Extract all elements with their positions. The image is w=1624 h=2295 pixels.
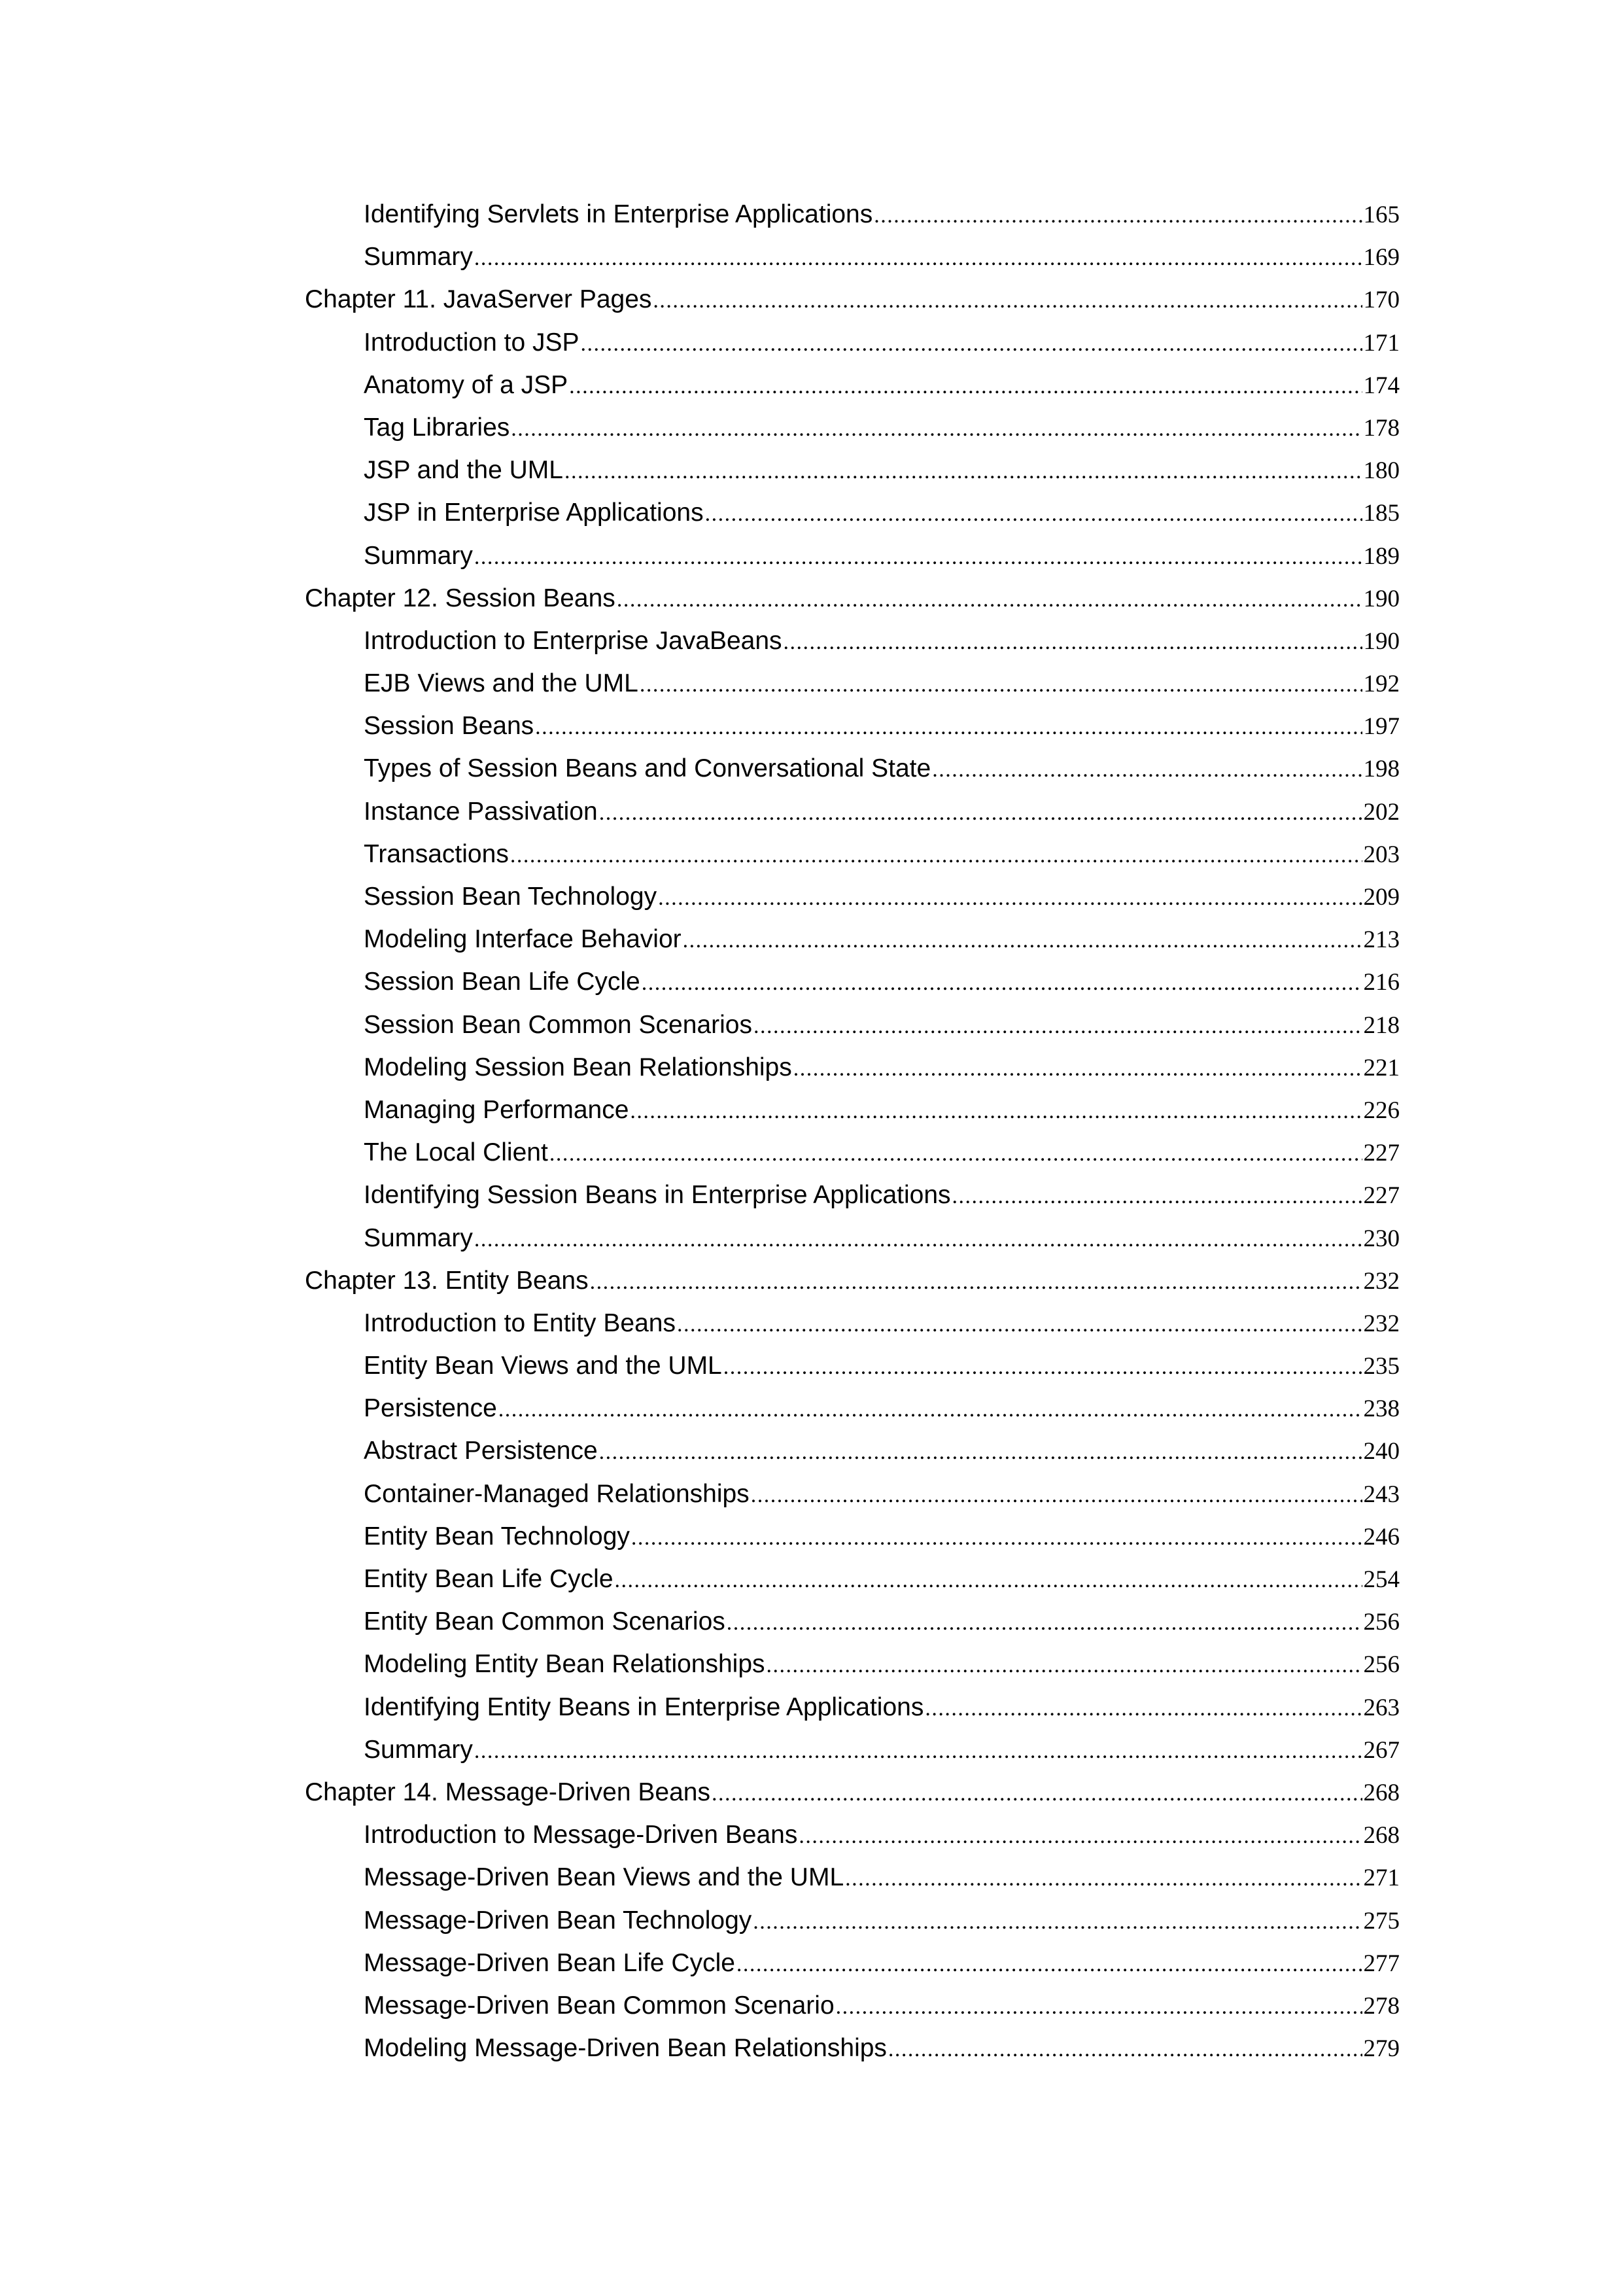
dot-leader bbox=[599, 1440, 1362, 1465]
toc-section-entry[interactable] bbox=[305, 1522, 1400, 1565]
toc-section-entry[interactable] bbox=[305, 328, 1400, 371]
toc-entry-page-number: 190 bbox=[1363, 627, 1400, 655]
dot-leader bbox=[683, 928, 1362, 953]
toc-entry-title: Session Bean Technology bbox=[364, 883, 657, 911]
toc-entry-page-number: 189 bbox=[1363, 542, 1400, 570]
dot-leader bbox=[658, 886, 1362, 911]
toc-entry-title: EJB Views and the UML bbox=[364, 669, 638, 698]
toc-entry-title: Managing Performance bbox=[364, 1095, 629, 1124]
dot-leader bbox=[581, 332, 1362, 357]
dot-leader bbox=[590, 1270, 1362, 1295]
dot-leader bbox=[932, 758, 1362, 782]
toc-section-entry[interactable] bbox=[305, 243, 1400, 285]
toc-entry-title: Identifying Session Beans in Enterprise Applications bbox=[364, 1181, 951, 1210]
toc-chapter-entry[interactable] bbox=[305, 1778, 1400, 1821]
dot-leader bbox=[511, 417, 1362, 442]
toc-section-entry[interactable] bbox=[305, 1906, 1400, 1949]
toc-section-entry[interactable] bbox=[305, 797, 1400, 840]
dot-leader bbox=[767, 1653, 1362, 1678]
dot-leader bbox=[510, 843, 1362, 868]
toc-section-entry[interactable] bbox=[305, 1011, 1400, 1053]
dot-leader bbox=[753, 1014, 1362, 1039]
toc-entry-page-number: 230 bbox=[1363, 1225, 1400, 1252]
toc-entry-page-number: 221 bbox=[1363, 1054, 1400, 1081]
toc-entry-page-number: 174 bbox=[1363, 372, 1400, 399]
dot-leader bbox=[753, 1910, 1362, 1935]
toc-entry-page-number: 165 bbox=[1363, 201, 1400, 228]
table-of-contents bbox=[305, 200, 1400, 2076]
toc-entry-page-number: 256 bbox=[1363, 1609, 1400, 1636]
toc-entry-title: Transactions bbox=[364, 839, 509, 868]
toc-section-entry[interactable] bbox=[305, 413, 1400, 456]
toc-section-entry[interactable] bbox=[305, 840, 1400, 883]
dot-leader bbox=[474, 545, 1362, 570]
toc-section-entry[interactable] bbox=[305, 968, 1400, 1010]
toc-section-entry[interactable] bbox=[305, 925, 1400, 968]
toc-entry-page-number: 232 bbox=[1363, 1267, 1400, 1295]
dot-leader bbox=[925, 1696, 1362, 1721]
dot-leader bbox=[723, 1355, 1362, 1380]
toc-entry-page-number: 185 bbox=[1363, 500, 1400, 527]
toc-entry-title: Chapter 12. Session Beans bbox=[305, 584, 615, 612]
toc-section-entry[interactable] bbox=[305, 1693, 1400, 1736]
toc-section-entry[interactable] bbox=[305, 669, 1400, 712]
toc-entry-title: Modeling Entity Bean Relationships bbox=[364, 1650, 765, 1679]
toc-section-entry[interactable] bbox=[305, 456, 1400, 499]
toc-section-entry[interactable] bbox=[305, 1565, 1400, 1607]
toc-entry-title: Modeling Message-Driven Bean Relationships bbox=[364, 2034, 887, 2063]
dot-leader bbox=[952, 1184, 1362, 1209]
toc-section-entry[interactable] bbox=[305, 1394, 1400, 1437]
toc-entry-page-number: 202 bbox=[1363, 798, 1400, 826]
toc-chapter-entry[interactable] bbox=[305, 285, 1400, 328]
toc-entry-page-number: 235 bbox=[1363, 1353, 1400, 1380]
toc-entry-page-number: 278 bbox=[1363, 1992, 1400, 2020]
dot-leader bbox=[474, 1739, 1362, 1764]
toc-entry-page-number: 190 bbox=[1363, 585, 1400, 612]
toc-entry-page-number: 267 bbox=[1363, 1736, 1400, 1764]
toc-entry-title: Modeling Interface Behavior bbox=[364, 925, 682, 954]
dot-leader bbox=[615, 1568, 1362, 1593]
dot-leader bbox=[474, 246, 1362, 271]
toc-section-entry[interactable] bbox=[305, 627, 1400, 669]
dot-leader bbox=[751, 1483, 1362, 1508]
toc-entry-title: Entity Bean Life Cycle bbox=[364, 1565, 613, 1593]
toc-chapter-entry[interactable] bbox=[305, 1267, 1400, 1309]
toc-section-entry[interactable] bbox=[305, 1437, 1400, 1479]
toc-entry-title: Identifying Servlets in Enterprise Applications bbox=[364, 200, 873, 228]
toc-section-entry[interactable] bbox=[305, 1736, 1400, 1778]
toc-entry-title: Message-Driven Bean Views and the UML bbox=[364, 1863, 844, 1892]
toc-entry-title: Anatomy of a JSP bbox=[364, 370, 568, 399]
toc-entry-page-number: 263 bbox=[1363, 1694, 1400, 1721]
toc-section-entry[interactable] bbox=[305, 1991, 1400, 2034]
dot-leader bbox=[498, 1397, 1362, 1422]
toc-section-entry[interactable] bbox=[305, 499, 1400, 541]
toc-entry-title: Modeling Session Bean Relationships bbox=[364, 1053, 792, 1081]
toc-section-entry[interactable] bbox=[305, 1053, 1400, 1096]
toc-chapter-entry[interactable] bbox=[305, 584, 1400, 627]
toc-entry-title: Introduction to JSP bbox=[364, 328, 579, 357]
toc-section-entry[interactable] bbox=[305, 1096, 1400, 1138]
toc-entry-page-number: 275 bbox=[1363, 1907, 1400, 1935]
dot-leader bbox=[474, 1227, 1362, 1252]
dot-leader bbox=[617, 587, 1362, 612]
toc-entry-page-number: 171 bbox=[1363, 329, 1400, 357]
toc-entry-title: Introduction to Message-Driven Beans bbox=[364, 1821, 798, 1849]
toc-section-entry[interactable] bbox=[305, 712, 1400, 754]
toc-entry-title: Summary bbox=[364, 541, 473, 570]
toc-section-entry[interactable] bbox=[305, 1138, 1400, 1181]
dot-leader bbox=[888, 2037, 1362, 2062]
toc-entry-title: Introduction to Entity Beans bbox=[364, 1308, 676, 1337]
toc-section-entry[interactable] bbox=[305, 2034, 1400, 2076]
toc-entry-page-number: 213 bbox=[1363, 926, 1400, 954]
dot-leader bbox=[564, 459, 1362, 484]
toc-section-entry[interactable] bbox=[305, 754, 1400, 797]
toc-entry-page-number: 180 bbox=[1363, 457, 1400, 485]
toc-entry-title: JSP and the UML bbox=[364, 456, 563, 485]
toc-entry-page-number: 192 bbox=[1363, 671, 1400, 698]
toc-entry-title: Identifying Entity Beans in Enterprise Applications bbox=[364, 1692, 924, 1721]
toc-entry-title: Message-Driven Bean Common Scenario bbox=[364, 1991, 835, 2020]
toc-section-entry[interactable] bbox=[305, 371, 1400, 413]
toc-entry-page-number: 254 bbox=[1363, 1566, 1400, 1593]
toc-entry-page-number: 240 bbox=[1363, 1438, 1400, 1465]
toc-entry-title: Container-Managed Relationships bbox=[364, 1479, 750, 1508]
toc-entry-page-number: 169 bbox=[1363, 244, 1400, 272]
toc-entry-page-number: 198 bbox=[1363, 756, 1400, 783]
toc-entry-title: Summary bbox=[364, 1223, 473, 1252]
toc-section-entry[interactable] bbox=[305, 1224, 1400, 1267]
toc-entry-title: Chapter 14. Message-Driven Beans bbox=[305, 1778, 710, 1806]
toc-entry-title: Chapter 11. JavaServer Pages bbox=[305, 285, 652, 314]
toc-entry-title: Instance Passivation bbox=[364, 797, 598, 826]
toc-section-entry[interactable] bbox=[305, 1309, 1400, 1352]
dot-leader bbox=[569, 374, 1362, 399]
toc-entry-title: Entity Bean Technology bbox=[364, 1522, 630, 1550]
toc-section-entry[interactable] bbox=[305, 542, 1400, 584]
toc-section-entry[interactable] bbox=[305, 883, 1400, 925]
toc-entry-page-number: 246 bbox=[1363, 1523, 1400, 1550]
toc-entry-title: Message-Driven Bean Life Cycle bbox=[364, 1948, 735, 1977]
dot-leader bbox=[784, 630, 1362, 655]
toc-entry-page-number: 232 bbox=[1363, 1310, 1400, 1337]
dot-leader bbox=[549, 1142, 1362, 1166]
toc-entry-page-number: 203 bbox=[1363, 841, 1400, 868]
toc-entry-title: Summary bbox=[364, 1735, 473, 1764]
toc-entry-page-number: 279 bbox=[1363, 2035, 1400, 2063]
toc-entry-page-number: 238 bbox=[1363, 1395, 1400, 1423]
toc-section-entry[interactable] bbox=[305, 1480, 1400, 1522]
toc-section-entry[interactable] bbox=[305, 1181, 1400, 1223]
toc-entry-page-number: 268 bbox=[1363, 1822, 1400, 1849]
dot-leader bbox=[874, 203, 1362, 228]
dot-leader bbox=[836, 1995, 1362, 2020]
toc-entry-page-number: 227 bbox=[1363, 1182, 1400, 1210]
toc-entry-title: Message-Driven Bean Technology bbox=[364, 1906, 752, 1935]
toc-entry-title: Session Bean Life Cycle bbox=[364, 968, 640, 996]
dot-leader bbox=[712, 1781, 1362, 1806]
toc-section-entry[interactable] bbox=[305, 1821, 1400, 1863]
dot-leader bbox=[845, 1866, 1362, 1891]
toc-entry-page-number: 256 bbox=[1363, 1651, 1400, 1679]
toc-entry-page-number: 197 bbox=[1363, 713, 1400, 741]
toc-entry-page-number: 226 bbox=[1363, 1096, 1400, 1124]
dot-leader bbox=[630, 1099, 1362, 1124]
dot-leader bbox=[677, 1312, 1362, 1337]
dot-leader bbox=[640, 673, 1362, 697]
toc-entry-title: Types of Session Beans and Conversational State bbox=[364, 754, 931, 783]
toc-entry-title: The Local Client bbox=[364, 1138, 548, 1167]
toc-entry-title: Entity Bean Common Scenarios bbox=[364, 1607, 725, 1636]
toc-section-entry[interactable] bbox=[305, 1352, 1400, 1394]
toc-entry-title: Session Beans bbox=[364, 712, 534, 741]
toc-section-entry[interactable] bbox=[305, 200, 1400, 243]
toc-entry-page-number: 277 bbox=[1363, 1950, 1400, 1977]
toc-entry-page-number: 170 bbox=[1363, 287, 1400, 314]
dot-leader bbox=[631, 1526, 1362, 1550]
toc-entry-title: Tag Libraries bbox=[364, 413, 510, 442]
dot-leader bbox=[535, 715, 1362, 740]
toc-section-entry[interactable] bbox=[305, 1863, 1400, 1906]
toc-section-entry[interactable] bbox=[305, 1650, 1400, 1692]
dot-leader bbox=[642, 971, 1362, 996]
toc-section-entry[interactable] bbox=[305, 1607, 1400, 1650]
toc-entry-title: Abstract Persistence bbox=[364, 1437, 598, 1465]
toc-entry-page-number: 271 bbox=[1363, 1865, 1400, 1892]
toc-entry-page-number: 218 bbox=[1363, 1011, 1400, 1039]
toc-entry-title: Chapter 13. Entity Beans bbox=[305, 1266, 589, 1295]
dot-leader bbox=[599, 801, 1362, 826]
dot-leader bbox=[653, 289, 1362, 313]
toc-entry-title: Persistence bbox=[364, 1394, 497, 1423]
toc-entry-page-number: 216 bbox=[1363, 969, 1400, 996]
toc-entry-page-number: 227 bbox=[1363, 1140, 1400, 1167]
dot-leader bbox=[736, 1952, 1362, 1977]
toc-entry-title: Summary bbox=[364, 243, 473, 272]
toc-entry-title: JSP in Enterprise Applications bbox=[364, 499, 704, 527]
toc-entry-page-number: 209 bbox=[1363, 884, 1400, 911]
toc-section-entry[interactable] bbox=[305, 1949, 1400, 1991]
dot-leader bbox=[727, 1611, 1362, 1636]
toc-entry-page-number: 268 bbox=[1363, 1779, 1400, 1806]
dot-leader bbox=[705, 502, 1362, 527]
toc-entry-title: Introduction to Enterprise JavaBeans bbox=[364, 626, 782, 655]
toc-entry-page-number: 243 bbox=[1363, 1480, 1400, 1508]
dot-leader bbox=[799, 1824, 1362, 1849]
toc-entry-page-number: 178 bbox=[1363, 414, 1400, 442]
toc-entry-title: Session Bean Common Scenarios bbox=[364, 1010, 752, 1039]
dot-leader bbox=[793, 1057, 1362, 1081]
toc-entry-title: Entity Bean Views and the UML bbox=[364, 1352, 722, 1380]
